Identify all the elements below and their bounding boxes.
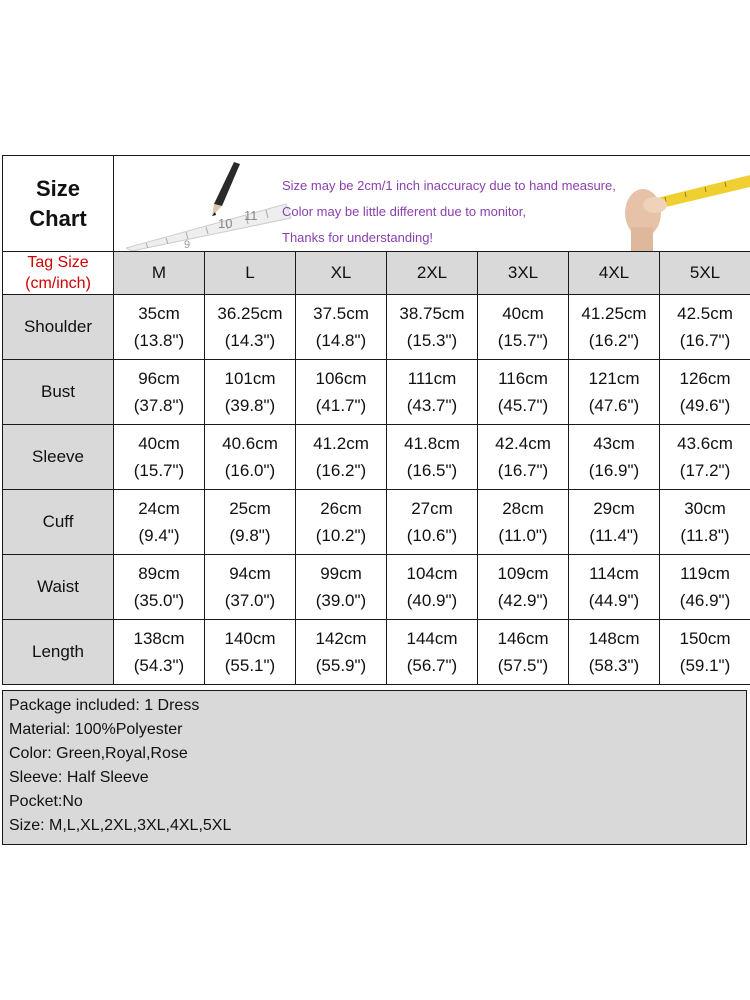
table-cell: 38.75cm (15.3") <box>387 295 478 360</box>
table-cell: 99cm (39.0") <box>296 555 387 620</box>
table-cell: 106cm (41.7") <box>296 360 387 425</box>
title-line-2: Chart <box>29 205 87 231</box>
size-header-3xl: 3XL <box>478 252 569 295</box>
table-cell: 109cm (42.9") <box>478 555 569 620</box>
table-cell: 43.6cm (17.2") <box>660 425 750 490</box>
size-chart <box>2 155 747 845</box>
notice-messages <box>282 173 616 251</box>
table-cell: 25cm (9.8") <box>205 490 296 555</box>
table-cell: 37.5cm (14.8") <box>296 295 387 360</box>
ruler-number-9: 9 <box>184 239 191 251</box>
title-line-1: Size <box>35 175 81 201</box>
table-cell: 96cm (37.8") <box>114 360 205 425</box>
table-cell: 144cm (56.7") <box>387 620 478 685</box>
tag-size-line-1: Tag Size <box>27 254 89 271</box>
table-cell: 30cm (11.8") <box>660 490 750 555</box>
size-header-row <box>3 252 750 295</box>
size-header-m: M <box>114 252 205 295</box>
info-color: Color: Green,Royal,Rose <box>9 745 188 762</box>
table-cell: 111cm (43.7") <box>387 360 478 425</box>
row-label: Shoulder <box>3 295 114 360</box>
table-cell: 40cm (15.7") <box>478 295 569 360</box>
ruler-number-11: 11 <box>244 208 258 223</box>
tag-size-line-2: (cm/inch) <box>25 275 91 292</box>
table-row <box>3 555 750 620</box>
table-cell: 28cm (11.0") <box>478 490 569 555</box>
table-cell: 138cm (54.3") <box>114 620 205 685</box>
table-cell: 27cm (10.6") <box>387 490 478 555</box>
table-row <box>3 490 750 555</box>
table-cell: 94cm (37.0") <box>205 555 296 620</box>
table-cell: 104cm (40.9") <box>387 555 478 620</box>
table-cell: 146cm (57.5") <box>478 620 569 685</box>
notice-line-3: Thanks for understanding! <box>282 230 434 245</box>
table-cell: 26cm (10.2") <box>296 490 387 555</box>
table-cell: 42.4cm (16.7") <box>478 425 569 490</box>
table-row <box>3 360 750 425</box>
row-label: Sleeve <box>3 425 114 490</box>
table-cell: 142cm (55.9") <box>296 620 387 685</box>
size-chart-table <box>2 155 750 685</box>
size-chart-title <box>3 156 114 252</box>
table-cell: 140cm (55.1") <box>205 620 296 685</box>
table-cell: 36.25cm (14.3") <box>205 295 296 360</box>
table-cell: 126cm (49.6") <box>660 360 750 425</box>
table-cell: 89cm (35.0") <box>114 555 205 620</box>
table-row <box>3 295 750 360</box>
tag-size-label <box>3 252 114 295</box>
table-row <box>3 620 750 685</box>
table-cell: 29cm (11.4") <box>569 490 660 555</box>
row-label: Bust <box>3 360 114 425</box>
size-header-xl: XL <box>296 252 387 295</box>
size-header-4xl: 4XL <box>569 252 660 295</box>
table-cell: 148cm (58.3") <box>569 620 660 685</box>
row-label: Cuff <box>3 490 114 555</box>
notice-line-1: Size may be 2cm/1 inch inaccuracy due to hand measure, <box>282 178 616 193</box>
table-cell: 42.5cm (16.7") <box>660 295 750 360</box>
hand-tape-measure-icon <box>615 161 750 251</box>
table-cell: 116cm (45.7") <box>478 360 569 425</box>
ruler-number-10: 10 <box>218 216 233 231</box>
table-cell: 43cm (16.9") <box>569 425 660 490</box>
info-pocket: Pocket:No <box>9 793 83 810</box>
table-row <box>3 425 750 490</box>
table-cell: 114cm (44.9") <box>569 555 660 620</box>
info-sleeve: Sleeve: Half Sleeve <box>9 769 149 786</box>
table-cell: 35cm (13.8") <box>114 295 205 360</box>
notice-banner <box>114 156 750 252</box>
size-header-l: L <box>205 252 296 295</box>
table-cell: 150cm (59.1") <box>660 620 750 685</box>
table-cell: 41.25cm (16.2") <box>569 295 660 360</box>
table-cell: 40.6cm (16.0") <box>205 425 296 490</box>
table-cell: 101cm (39.8") <box>205 360 296 425</box>
row-label: Waist <box>3 555 114 620</box>
table-cell: 41.2cm (16.2") <box>296 425 387 490</box>
size-header-2xl: 2XL <box>387 252 478 295</box>
table-cell: 121cm (47.6") <box>569 360 660 425</box>
table-cell: 119cm (46.9") <box>660 555 750 620</box>
row-label: Length <box>3 620 114 685</box>
info-size: Size: M,L,XL,2XL,3XL,4XL,5XL <box>9 817 232 834</box>
table-cell: 40cm (15.7") <box>114 425 205 490</box>
info-material: Material: 100%Polyester <box>9 721 183 738</box>
table-cell: 24cm (9.4") <box>114 490 205 555</box>
pencil-ruler-icon <box>126 156 296 251</box>
notice-line-2: Color may be little different due to monitor, <box>282 204 526 219</box>
size-header-5xl: 5XL <box>660 252 750 295</box>
info-package: Package included: 1 Dress <box>9 697 200 714</box>
table-cell: 41.8cm (16.5") <box>387 425 478 490</box>
product-info-panel <box>2 690 747 845</box>
